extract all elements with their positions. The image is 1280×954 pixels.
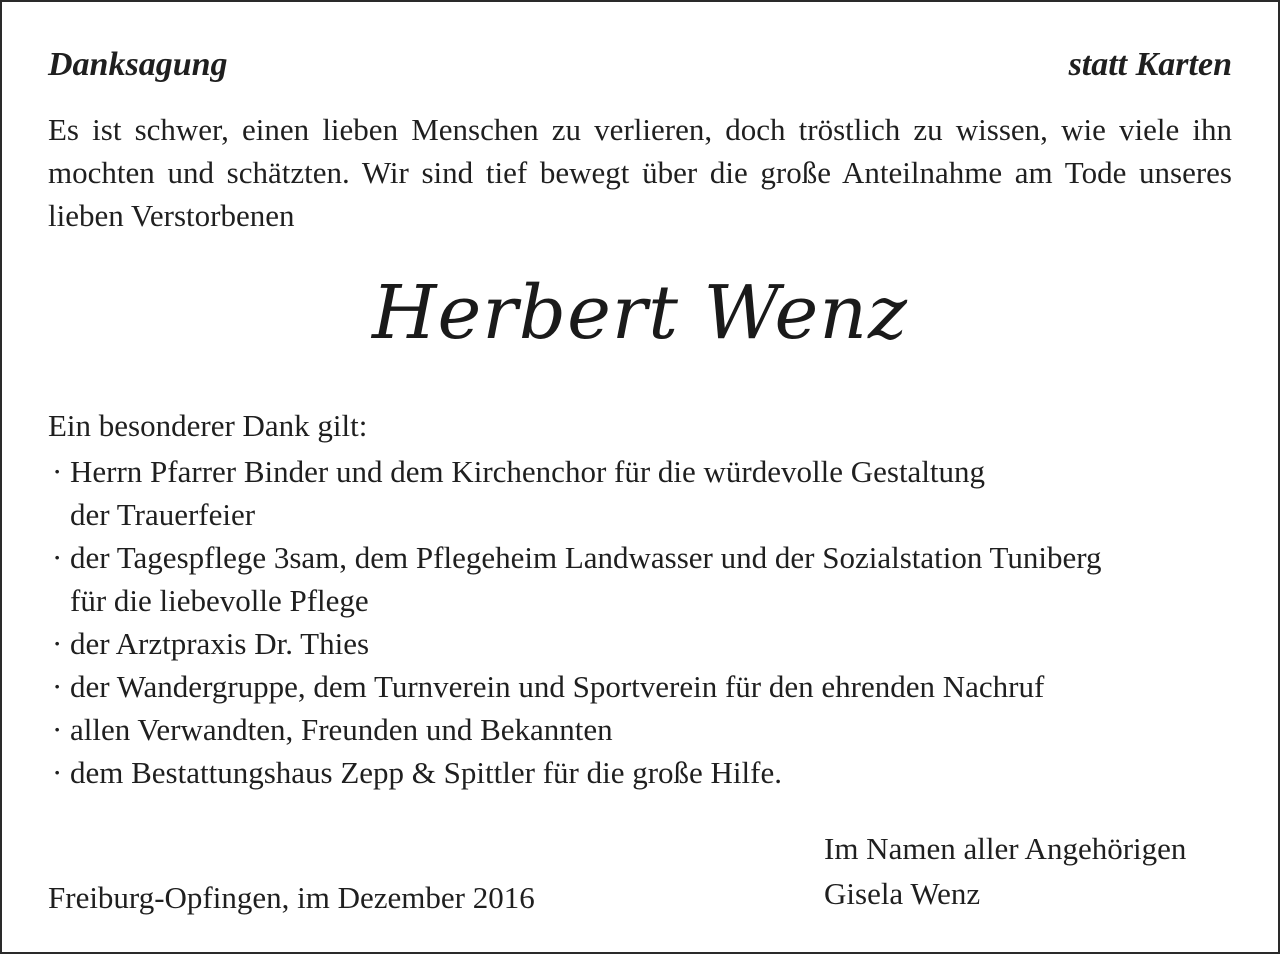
thanks-heading: Ein besonderer Dank gilt: (48, 408, 368, 443)
signer-name: Gisela Wenz (824, 876, 981, 911)
intro-text: Es ist schwer, einen lieben Menschen zu verlieren, doch tröstlich zu wissen, wie viele ihn mochten und schätzten. Wir sind tief bewegt über die große Anteilnahme am Tode unseres lieben Verstorbenen (48, 112, 1232, 233)
signature-block (824, 826, 1186, 916)
list-item: · der Arztpraxis Dr. Thies (52, 622, 1248, 665)
list-item: · Herrn Pfarrer Binder und dem Kirchenchor für die würdevolle Gestaltung der Trauerfeier (52, 450, 1248, 536)
on-behalf-line: Im Namen aller Angehörigen (824, 831, 1187, 866)
list-item: · allen Verwandten, Freunden und Bekannten (52, 708, 1248, 751)
thanks-list (52, 450, 1248, 794)
list-item: · der Tagespflege 3sam, dem Pflegeheim Landwasser und der Sozialstation Tuniberg für die liebevolle Pflege (52, 536, 1248, 622)
deceased-name: Herbert Wenz (372, 270, 908, 356)
header-note: statt Karten (1068, 46, 1232, 83)
header-title: Danksagung (48, 46, 228, 83)
place-date: Freiburg-Opfingen, im Dezember 2016 (48, 880, 535, 915)
list-item: · dem Bestattungshaus Zepp & Spittler für die große Hilfe. (52, 751, 1248, 794)
list-item: · der Wandergruppe, dem Turnverein und Sportverein für den ehrenden Nachruf (52, 665, 1248, 708)
card-header (48, 46, 1232, 90)
